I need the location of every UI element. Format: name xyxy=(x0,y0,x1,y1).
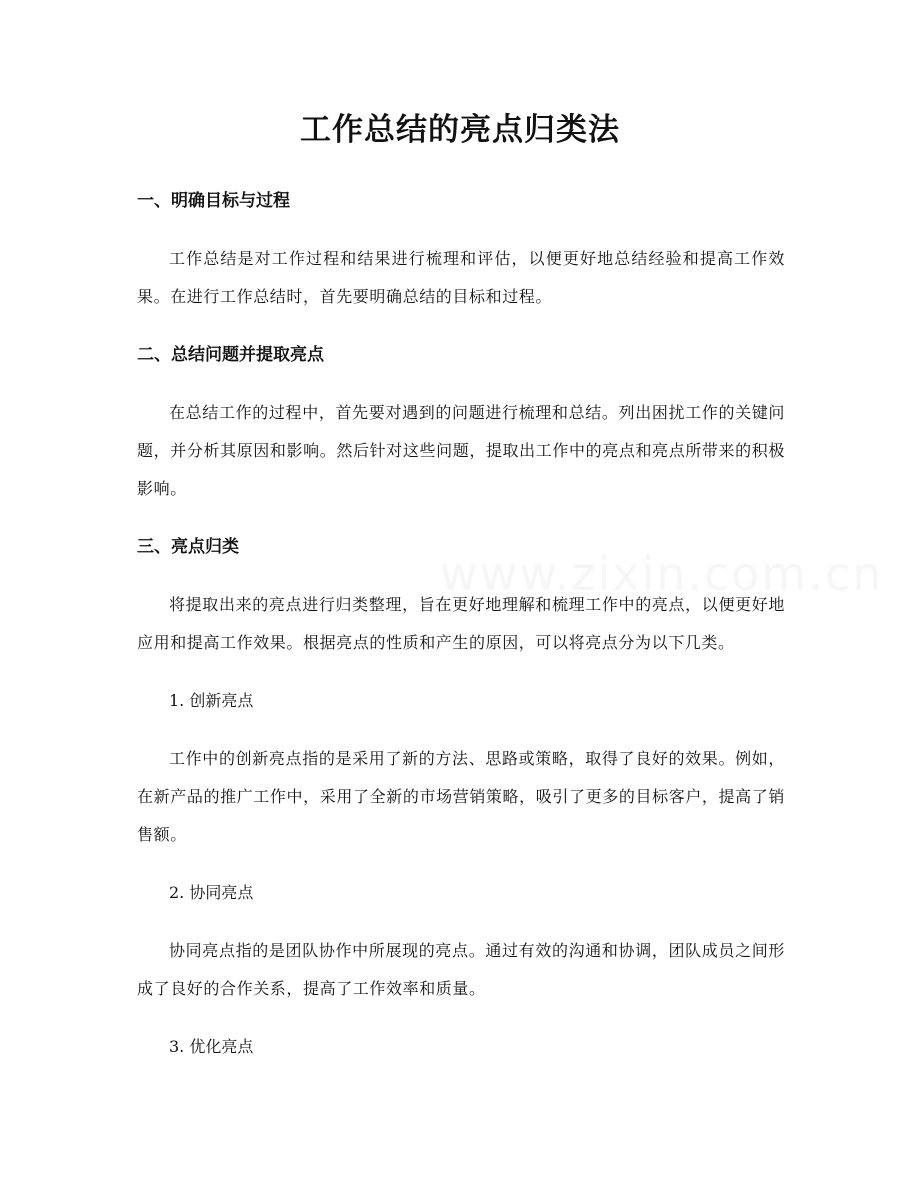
list-item-label-2: 2. 协同亮点 xyxy=(169,883,254,902)
list-item-text-2: 协同亮点指的是团队协作中所展现的亮点。通过有效的沟通和协调，团队成员之间形成了良好的合作关系，提高了工作效率和质量。 xyxy=(137,941,785,998)
section-heading-2: 二、总结问题并提取亮点 xyxy=(137,345,324,365)
section-2-paragraph: 在总结工作的过程中，首先要对遇到的问题进行梳理和总结。列出困扰工作的关键问题，并分析其原因和影响。然后针对这些问题，提取出工作中的亮点和亮点所带来的积极影响。 xyxy=(137,403,785,498)
section-3-intro: 将提取出来的亮点进行归类整理，旨在更好地理解和梳理工作中的亮点，以便更好地应用和提高工作效果。根据亮点的性质和产生的原因，可以将亮点分为以下几类。 xyxy=(137,595,785,652)
document-title: 工作总结的亮点归类法 xyxy=(300,112,620,148)
section-1-paragraph: 工作总结是对工作过程和结果进行梳理和评估，以便更好地总结经验和提高工作效果。在进行工作总结时，首先要明确总结的目标和过程。 xyxy=(137,249,785,306)
list-item-label-3: 3. 优化亮点 xyxy=(169,1037,254,1056)
list-item-label-1: 1. 创新亮点 xyxy=(169,691,254,710)
list-item-text-1: 工作中的创新亮点指的是采用了新的方法、思路或策略，取得了良好的效果。例如，在新产品的推广工作中，采用了全新的市场营销策略，吸引了更多的目标客户，提高了销售额。 xyxy=(137,749,785,844)
section-heading-1: 一、明确目标与过程 xyxy=(137,191,290,211)
watermark: www.zixin.com.cn xyxy=(440,547,884,601)
document-body xyxy=(137,182,785,1086)
section-heading-3: 三、亮点归类 xyxy=(137,537,239,557)
